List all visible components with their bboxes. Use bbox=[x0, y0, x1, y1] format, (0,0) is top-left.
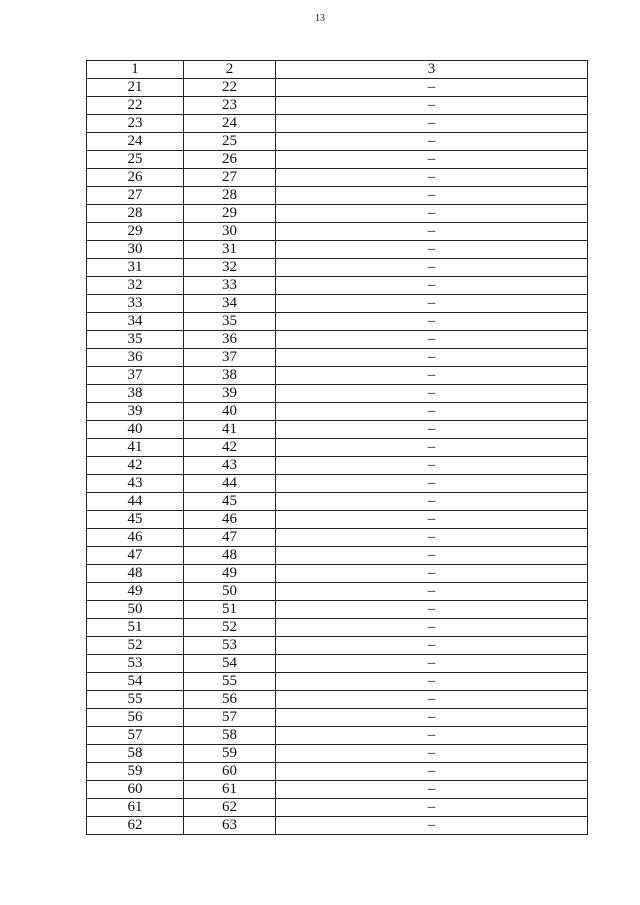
table-cell: – bbox=[276, 187, 588, 205]
table-cell: – bbox=[276, 565, 588, 583]
table-row bbox=[87, 187, 588, 205]
table-cell: 54 bbox=[87, 673, 184, 691]
table-row bbox=[87, 493, 588, 511]
table-cell: – bbox=[276, 97, 588, 115]
table-cell: 22 bbox=[87, 97, 184, 115]
table-cell: 32 bbox=[184, 259, 276, 277]
table-cell: 43 bbox=[184, 457, 276, 475]
table-cell: 48 bbox=[87, 565, 184, 583]
table-cell: – bbox=[276, 583, 588, 601]
table-cell: 35 bbox=[184, 313, 276, 331]
table-cell: – bbox=[276, 277, 588, 295]
table-cell: – bbox=[276, 151, 588, 169]
table-row bbox=[87, 781, 588, 799]
table-cell: – bbox=[276, 763, 588, 781]
table-cell: – bbox=[276, 223, 588, 241]
table-cell: 32 bbox=[87, 277, 184, 295]
table-cell: 62 bbox=[87, 817, 184, 835]
table-cell: – bbox=[276, 745, 588, 763]
table-header-row bbox=[87, 61, 588, 79]
table-cell: 22 bbox=[184, 79, 276, 97]
table-cell: 46 bbox=[87, 529, 184, 547]
column-header: 3 bbox=[276, 61, 588, 79]
table-cell: 60 bbox=[184, 763, 276, 781]
table-cell: – bbox=[276, 169, 588, 187]
table-row bbox=[87, 727, 588, 745]
table-cell: 45 bbox=[87, 511, 184, 529]
table-cell: 34 bbox=[87, 313, 184, 331]
table-cell: 23 bbox=[184, 97, 276, 115]
table-cell: 50 bbox=[87, 601, 184, 619]
table-cell: 56 bbox=[87, 709, 184, 727]
table-cell: 33 bbox=[87, 295, 184, 313]
table-cell: 24 bbox=[184, 115, 276, 133]
table-row bbox=[87, 223, 588, 241]
table-cell: 54 bbox=[184, 655, 276, 673]
table-cell: 31 bbox=[184, 241, 276, 259]
table-cell: 26 bbox=[87, 169, 184, 187]
table-row bbox=[87, 277, 588, 295]
table-cell: 53 bbox=[184, 637, 276, 655]
table-cell: 58 bbox=[87, 745, 184, 763]
table-cell: – bbox=[276, 673, 588, 691]
table-cell: 55 bbox=[184, 673, 276, 691]
table-cell: 44 bbox=[184, 475, 276, 493]
table-cell: 27 bbox=[87, 187, 184, 205]
table-cell: 47 bbox=[87, 547, 184, 565]
table-cell: – bbox=[276, 799, 588, 817]
table-cell: 58 bbox=[184, 727, 276, 745]
table-cell: – bbox=[276, 331, 588, 349]
table-cell: – bbox=[276, 367, 588, 385]
table-cell: – bbox=[276, 493, 588, 511]
table-cell: 62 bbox=[184, 799, 276, 817]
table-row bbox=[87, 439, 588, 457]
table-cell: 56 bbox=[184, 691, 276, 709]
table-row bbox=[87, 97, 588, 115]
table-cell: – bbox=[276, 457, 588, 475]
table-cell: 59 bbox=[87, 763, 184, 781]
table-cell: 41 bbox=[87, 439, 184, 457]
table-cell: 43 bbox=[87, 475, 184, 493]
table-row bbox=[87, 385, 588, 403]
table-row bbox=[87, 673, 588, 691]
table-cell: – bbox=[276, 727, 588, 745]
table-row bbox=[87, 817, 588, 835]
table-row bbox=[87, 601, 588, 619]
table-cell: – bbox=[276, 349, 588, 367]
table-cell: 25 bbox=[184, 133, 276, 151]
table-cell: 59 bbox=[184, 745, 276, 763]
table-row bbox=[87, 511, 588, 529]
table-row bbox=[87, 457, 588, 475]
table-cell: 24 bbox=[87, 133, 184, 151]
table-cell: 45 bbox=[184, 493, 276, 511]
table-cell: 40 bbox=[87, 421, 184, 439]
table-cell: – bbox=[276, 439, 588, 457]
table-row bbox=[87, 691, 588, 709]
table-row bbox=[87, 619, 588, 637]
table-row bbox=[87, 205, 588, 223]
table-cell: 60 bbox=[87, 781, 184, 799]
table-cell: 30 bbox=[87, 241, 184, 259]
table-row bbox=[87, 565, 588, 583]
table-cell: 30 bbox=[184, 223, 276, 241]
table-cell: 53 bbox=[87, 655, 184, 673]
table-cell: 28 bbox=[184, 187, 276, 205]
table-row bbox=[87, 421, 588, 439]
table-row bbox=[87, 583, 588, 601]
table-cell: – bbox=[276, 781, 588, 799]
table-cell: – bbox=[276, 619, 588, 637]
page-number: 13 bbox=[315, 13, 325, 24]
table-cell: – bbox=[276, 511, 588, 529]
table-cell: – bbox=[276, 529, 588, 547]
table-cell: 36 bbox=[184, 331, 276, 349]
table-cell: – bbox=[276, 421, 588, 439]
table-cell: – bbox=[276, 547, 588, 565]
table-cell: 27 bbox=[184, 169, 276, 187]
table-cell: – bbox=[276, 241, 588, 259]
table-body bbox=[87, 61, 588, 835]
table-cell: – bbox=[276, 385, 588, 403]
table-cell: 29 bbox=[184, 205, 276, 223]
table-cell: 61 bbox=[184, 781, 276, 799]
table-cell: 36 bbox=[87, 349, 184, 367]
table-cell: 21 bbox=[87, 79, 184, 97]
table-cell: 38 bbox=[184, 367, 276, 385]
table-cell: 28 bbox=[87, 205, 184, 223]
table-cell: 39 bbox=[184, 385, 276, 403]
table-row bbox=[87, 763, 588, 781]
table-cell: 29 bbox=[87, 223, 184, 241]
table-row bbox=[87, 115, 588, 133]
table-row bbox=[87, 367, 588, 385]
table-row bbox=[87, 745, 588, 763]
table-cell: 63 bbox=[184, 817, 276, 835]
table-cell: 51 bbox=[184, 601, 276, 619]
table-cell: 35 bbox=[87, 331, 184, 349]
table-cell: 26 bbox=[184, 151, 276, 169]
data-table bbox=[86, 60, 588, 835]
table-row bbox=[87, 133, 588, 151]
table-cell: 23 bbox=[87, 115, 184, 133]
table-row bbox=[87, 403, 588, 421]
table-row bbox=[87, 151, 588, 169]
table-cell: 42 bbox=[184, 439, 276, 457]
table-row bbox=[87, 529, 588, 547]
table-cell: 33 bbox=[184, 277, 276, 295]
table-row bbox=[87, 475, 588, 493]
table-cell: – bbox=[276, 133, 588, 151]
table-cell: 42 bbox=[87, 457, 184, 475]
column-header: 1 bbox=[87, 61, 184, 79]
table-cell: 52 bbox=[87, 637, 184, 655]
table-cell: 41 bbox=[184, 421, 276, 439]
table-row bbox=[87, 547, 588, 565]
table-row bbox=[87, 169, 588, 187]
table-cell: – bbox=[276, 817, 588, 835]
table-cell: – bbox=[276, 637, 588, 655]
table-cell: 44 bbox=[87, 493, 184, 511]
table-row bbox=[87, 799, 588, 817]
table-cell: – bbox=[276, 475, 588, 493]
table-cell: 34 bbox=[184, 295, 276, 313]
table-row bbox=[87, 259, 588, 277]
table-row bbox=[87, 79, 588, 97]
table-cell: 38 bbox=[87, 385, 184, 403]
column-header: 2 bbox=[184, 61, 276, 79]
table-cell: 39 bbox=[87, 403, 184, 421]
table-cell: 57 bbox=[87, 727, 184, 745]
table-cell: 52 bbox=[184, 619, 276, 637]
table-cell: 31 bbox=[87, 259, 184, 277]
table-cell: 57 bbox=[184, 709, 276, 727]
table-cell: 48 bbox=[184, 547, 276, 565]
table-row bbox=[87, 709, 588, 727]
table-cell: – bbox=[276, 79, 588, 97]
table-cell: 55 bbox=[87, 691, 184, 709]
table-row bbox=[87, 295, 588, 313]
table-cell: 37 bbox=[87, 367, 184, 385]
table-cell: – bbox=[276, 655, 588, 673]
table-row bbox=[87, 349, 588, 367]
table-cell: 61 bbox=[87, 799, 184, 817]
table-row bbox=[87, 655, 588, 673]
table-cell: – bbox=[276, 313, 588, 331]
table-cell: – bbox=[276, 259, 588, 277]
table-cell: – bbox=[276, 403, 588, 421]
table-cell: 40 bbox=[184, 403, 276, 421]
table-cell: 51 bbox=[87, 619, 184, 637]
table-cell: 46 bbox=[184, 511, 276, 529]
table-cell: 49 bbox=[87, 583, 184, 601]
table-row bbox=[87, 331, 588, 349]
table-cell: – bbox=[276, 295, 588, 313]
table-cell: 25 bbox=[87, 151, 184, 169]
table-cell: – bbox=[276, 691, 588, 709]
table-cell: – bbox=[276, 601, 588, 619]
table-cell: 50 bbox=[184, 583, 276, 601]
table-cell: 49 bbox=[184, 565, 276, 583]
table-row bbox=[87, 241, 588, 259]
table-row bbox=[87, 637, 588, 655]
table-cell: – bbox=[276, 115, 588, 133]
table-cell: 37 bbox=[184, 349, 276, 367]
table-cell: – bbox=[276, 205, 588, 223]
table-cell: – bbox=[276, 709, 588, 727]
table-row bbox=[87, 313, 588, 331]
table-cell: 47 bbox=[184, 529, 276, 547]
